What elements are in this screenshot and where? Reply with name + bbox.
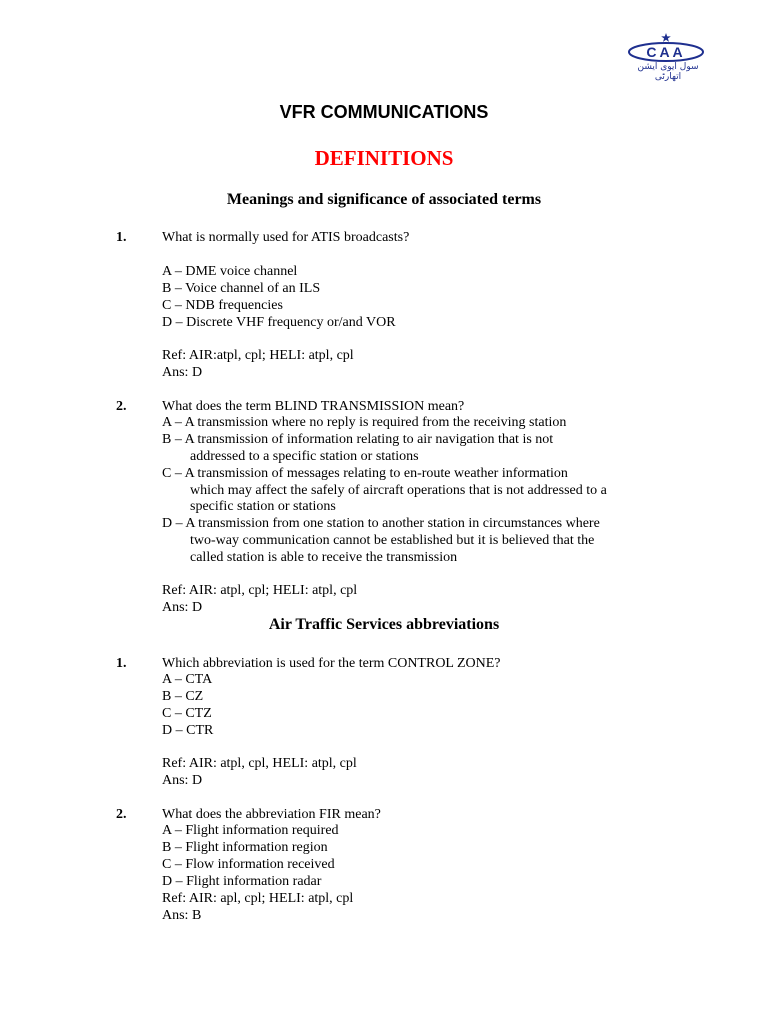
logo-text: CAA [646, 44, 686, 60]
s2-q1-option-d: D – CTR [162, 723, 214, 738]
s1-q1-question: What is normally used for ATIS broadcasts? [162, 230, 410, 245]
section1-heading: Meanings and significance of associated terms [226, 191, 542, 208]
s1-q2-option-a: A – A transmission where no reply is required from the receiving station [162, 415, 567, 430]
s1-q2-answer: Ans: D [162, 600, 203, 615]
s1-q1-option-c: C – NDB frequencies [162, 298, 283, 313]
s2-q1-question: Which abbreviation is used for the term CONTROL ZONE? [162, 656, 501, 671]
s1-q2-option-c: C – A transmission of messages relating to en-route weather information [162, 466, 568, 481]
s1-q1-number: 1. [116, 230, 127, 245]
s1-q2-ref: Ref: AIR: atpl, cpl; HELI: atpl, cpl [162, 583, 358, 598]
s1-q2-option-d: D – A transmission from one station to another station in circumstances where [162, 516, 600, 531]
s2-q1-answer: Ans: D [162, 773, 203, 788]
s1-q2-option-d-cont2: called station is able to receive the transmission [190, 550, 458, 565]
s2-q2-option-b: B – Flight information region [162, 840, 328, 855]
s2-q2-ref: Ref: AIR: apl, cpl; HELI: atpl, cpl [162, 891, 354, 906]
document-title: VFR COMMUNICATIONS [279, 102, 489, 122]
s1-q2-number: 2. [116, 399, 127, 414]
s1-q2-option-b: B – A transmission of information relating to air navigation that is not [162, 432, 554, 447]
s1-q2-option-b-cont: addressed to a specific station or stations [190, 449, 419, 464]
s2-q1-option-c: C – CTZ [162, 706, 212, 721]
s2-q1-option-a: A – CTA [162, 672, 213, 687]
s2-q2-question: What does the abbreviation FIR mean? [162, 807, 381, 822]
s2-q1-option-b: B – CZ [162, 689, 204, 704]
s1-q2-question: What does the term BLIND TRANSMISSION mean? [162, 399, 465, 414]
logo-subtext: سول ایوی ایشن اتھارٹی [637, 62, 699, 82]
s2-q2-option-c: C – Flow information received [162, 857, 335, 872]
s1-q2-option-c-cont2: specific station or stations [190, 499, 336, 514]
s1-q2-option-d-cont1: two-way communication cannot be established but it is believed that the [190, 533, 595, 548]
s2-q1-ref: Ref: AIR: atpl, cpl, HELI: atpl, cpl [162, 756, 357, 771]
s2-q2-number: 2. [116, 807, 127, 822]
s1-q1-answer: Ans: D [162, 365, 203, 380]
s1-q1-option-b: B – Voice channel of an ILS [162, 281, 321, 296]
s2-q1-number: 1. [116, 656, 127, 671]
s2-q2-answer: Ans: B [162, 908, 202, 923]
s1-q1-ref: Ref: AIR:atpl, cpl; HELI: atpl, cpl [162, 348, 354, 363]
caa-logo-icon [626, 32, 706, 64]
document-subtitle: DEFINITIONS [314, 146, 454, 170]
s1-q1-option-a: A – DME voice channel [162, 264, 298, 279]
s1-q2-option-c-cont1: which may affect the safely of aircraft operations that is not addressed to a [190, 483, 607, 498]
s1-q1-option-d: D – Discrete VHF frequency or/and VOR [162, 315, 396, 330]
s2-q2-option-a: A – Flight information required [162, 823, 339, 838]
section2-heading: Air Traffic Services abbreviations [268, 616, 500, 633]
s2-q2-option-d: D – Flight information radar [162, 874, 322, 889]
